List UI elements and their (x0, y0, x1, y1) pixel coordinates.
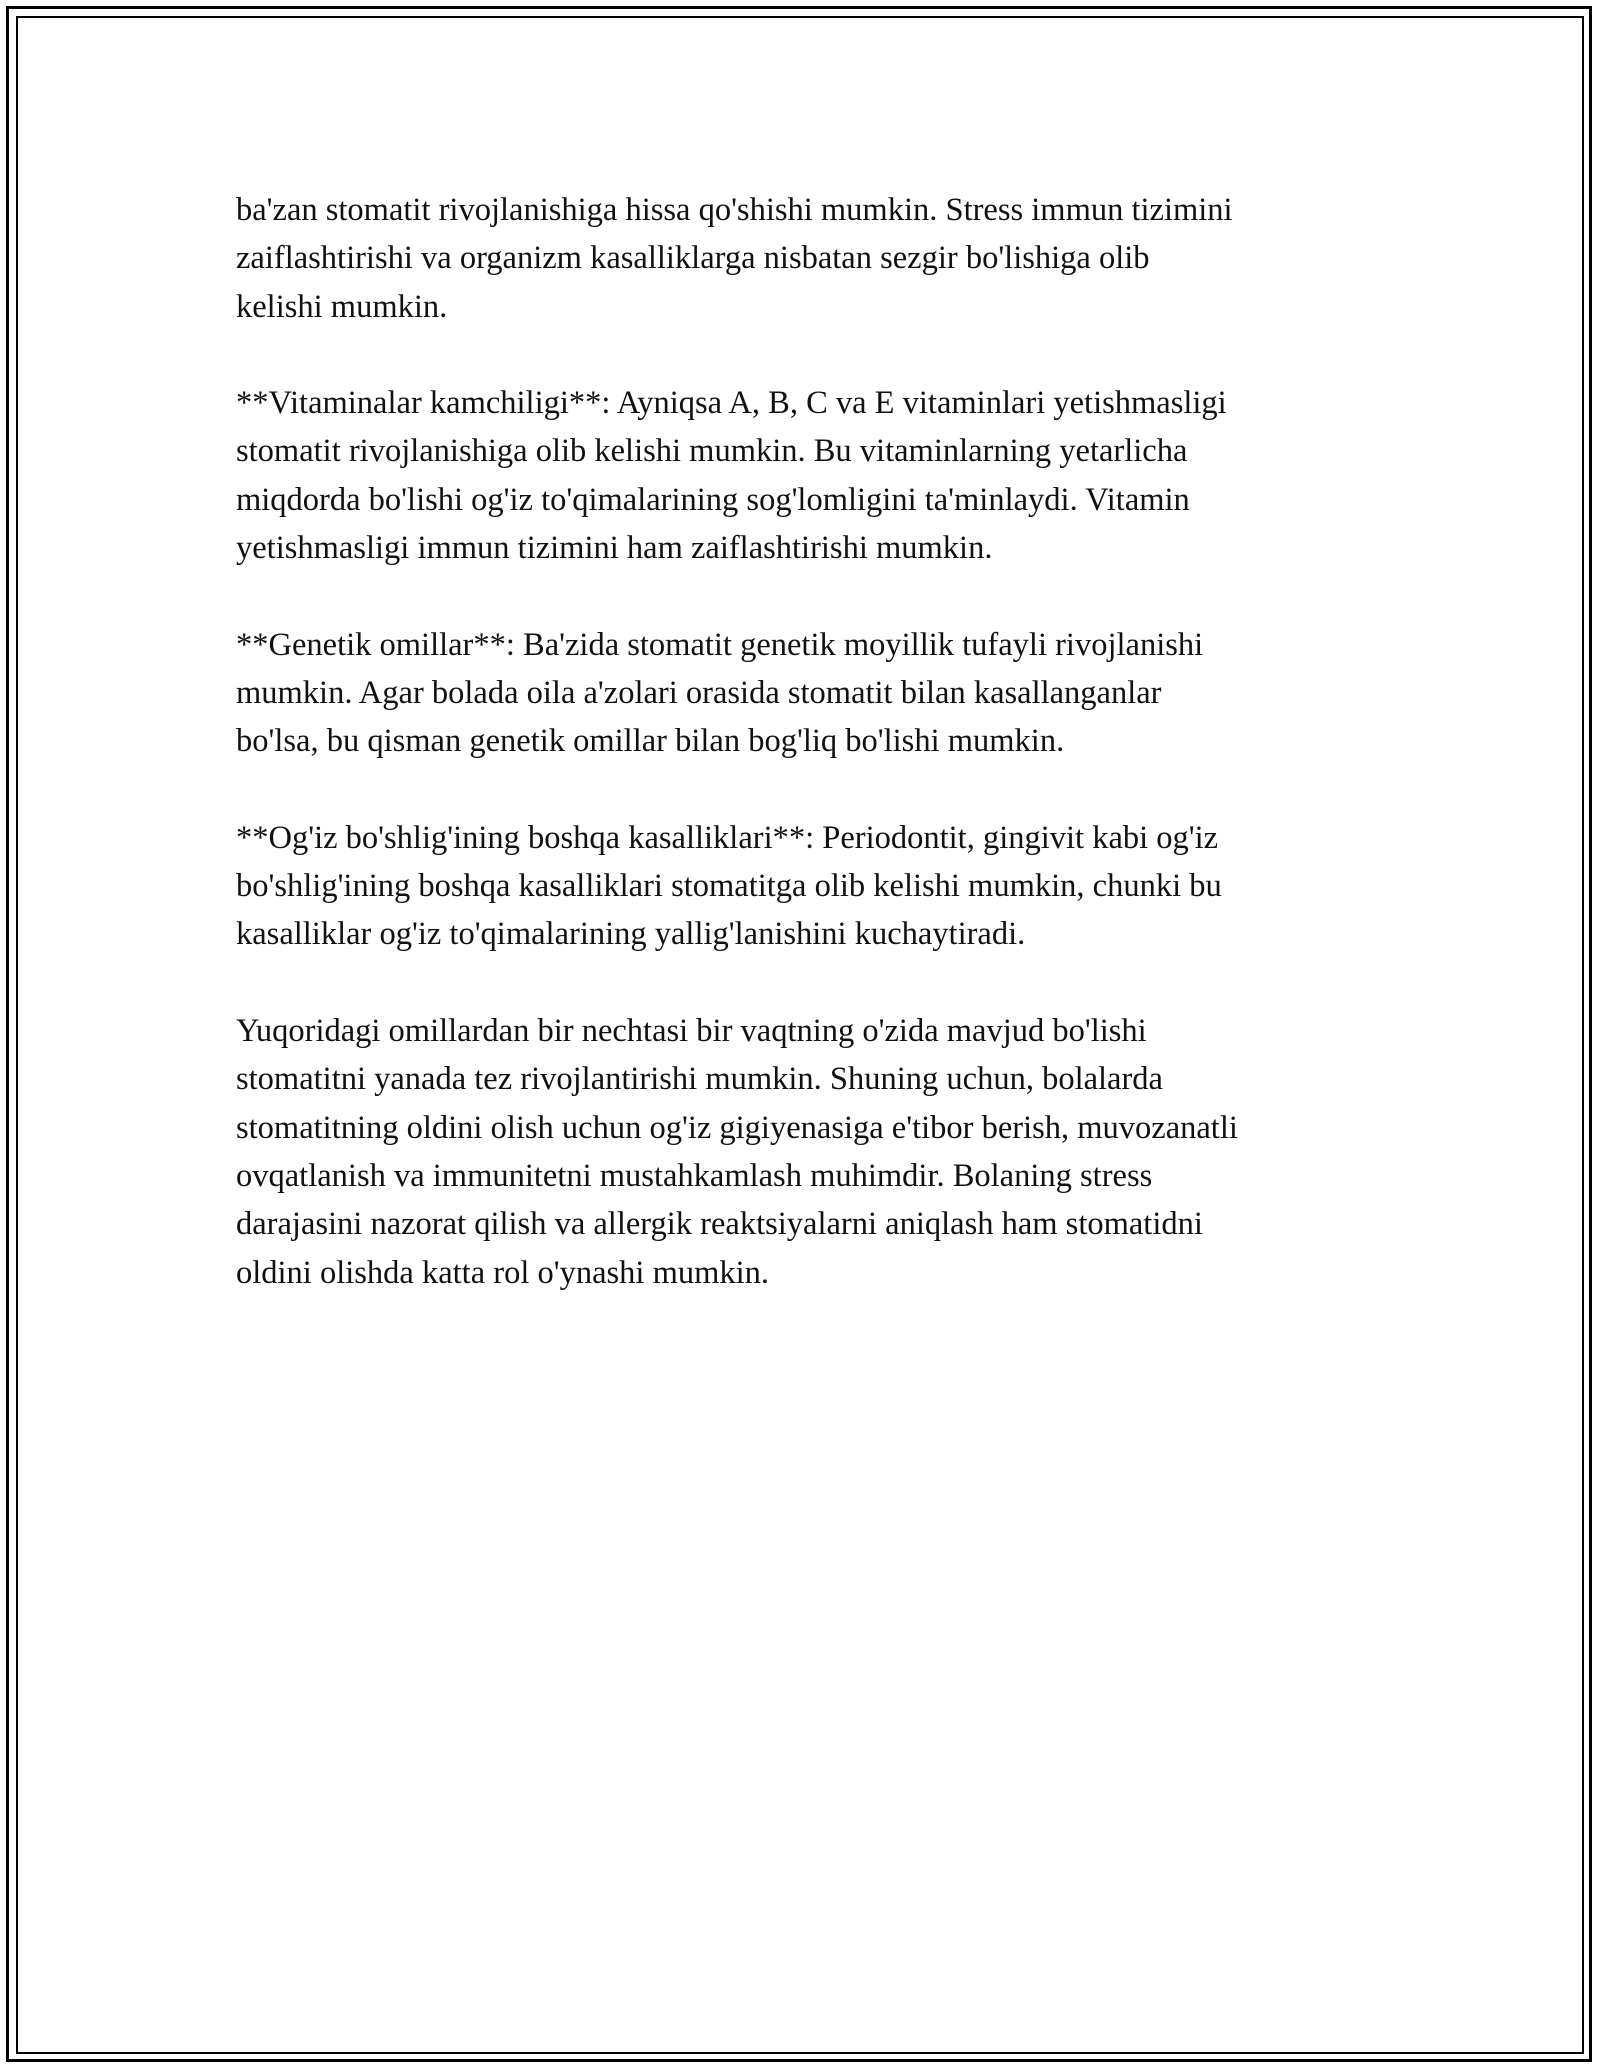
text-line: zaiflashtirishi va organizm kasalliklarga nisbatan sezgir bo'lishiga olib (236, 240, 1150, 277)
paragraph-stress-continuation (236, 186, 1376, 331)
text-line: **Genetik omillar**: Ba'zida stomatit genetik moyillik tufayli rivojlanishi (236, 626, 1204, 663)
text-line: Yuqoridagi omillardan bir nechtasi bir vaqtning o'zida mavjud bo'lishi (236, 1013, 1147, 1050)
paragraph-oral-diseases (236, 814, 1376, 959)
text-line: ba'zan stomatit rivojlanishiga hissa qo'shishi mumkin. Stress immun tizimini (236, 192, 1233, 228)
paragraph-conclusion (236, 1007, 1376, 1297)
text-line: mumkin. Agar bolada oila a'zolari orasida stomatit bilan kasallanganlar (236, 674, 1162, 711)
text-line: ovqatlanish va immunitetni mustahkamlash muhimdir. Bolaning stress (236, 1157, 1153, 1194)
text-line: bo'lsa, bu qisman genetik omillar bilan bog'liq bo'lishi mumkin. (236, 723, 1065, 760)
text-line: bo'shlig'ining boshqa kasalliklari stomatitga olib kelishi mumkin, chunki bu (236, 868, 1222, 905)
text-line: kelishi mumkin. (236, 288, 448, 325)
text-line: **Vitaminalar kamchiligi**: Ayniqsa A, B, C va E vitaminlari yetishmasligi (236, 385, 1227, 422)
text-line: stomatitning oldini olish uchun og'iz gigiyenasiga e'tibor berish, muvozanatli (236, 1109, 1238, 1146)
text-line: miqdorda bo'lishi og'iz to'qimalarining sog'lomligini ta'minlaydi. Vitamin (236, 481, 1190, 518)
text-line: kasalliklar og'iz to'qimalarining yallig'lanishini kuchaytiradi. (236, 916, 1026, 953)
text-line: stomatit rivojlanishiga olib kelishi mumkin. Bu vitaminlarning yetarlicha (236, 433, 1188, 470)
paragraph-vitamin-deficiency (236, 379, 1376, 572)
text-line: darajasini nazorat qilish va allergik reaktsiyalarni aniqlash ham stomatidni (236, 1206, 1203, 1243)
paragraph-genetic-factors (236, 621, 1376, 766)
text-line: **Og'iz bo'shlig'ining boshqa kasalliklari**: Periodontit, gingivit kabi og'iz (236, 819, 1219, 856)
text-line: oldini olishda katta rol o'ynashi mumkin. (236, 1254, 770, 1291)
text-line: stomatitni yanada tez rivojlantirishi mumkin. Shuning uchun, bolalarda (236, 1061, 1163, 1098)
document-body (236, 186, 1376, 1345)
text-line: yetishmasligi immun tizimini ham zaiflashtirishi mumkin. (236, 530, 993, 567)
